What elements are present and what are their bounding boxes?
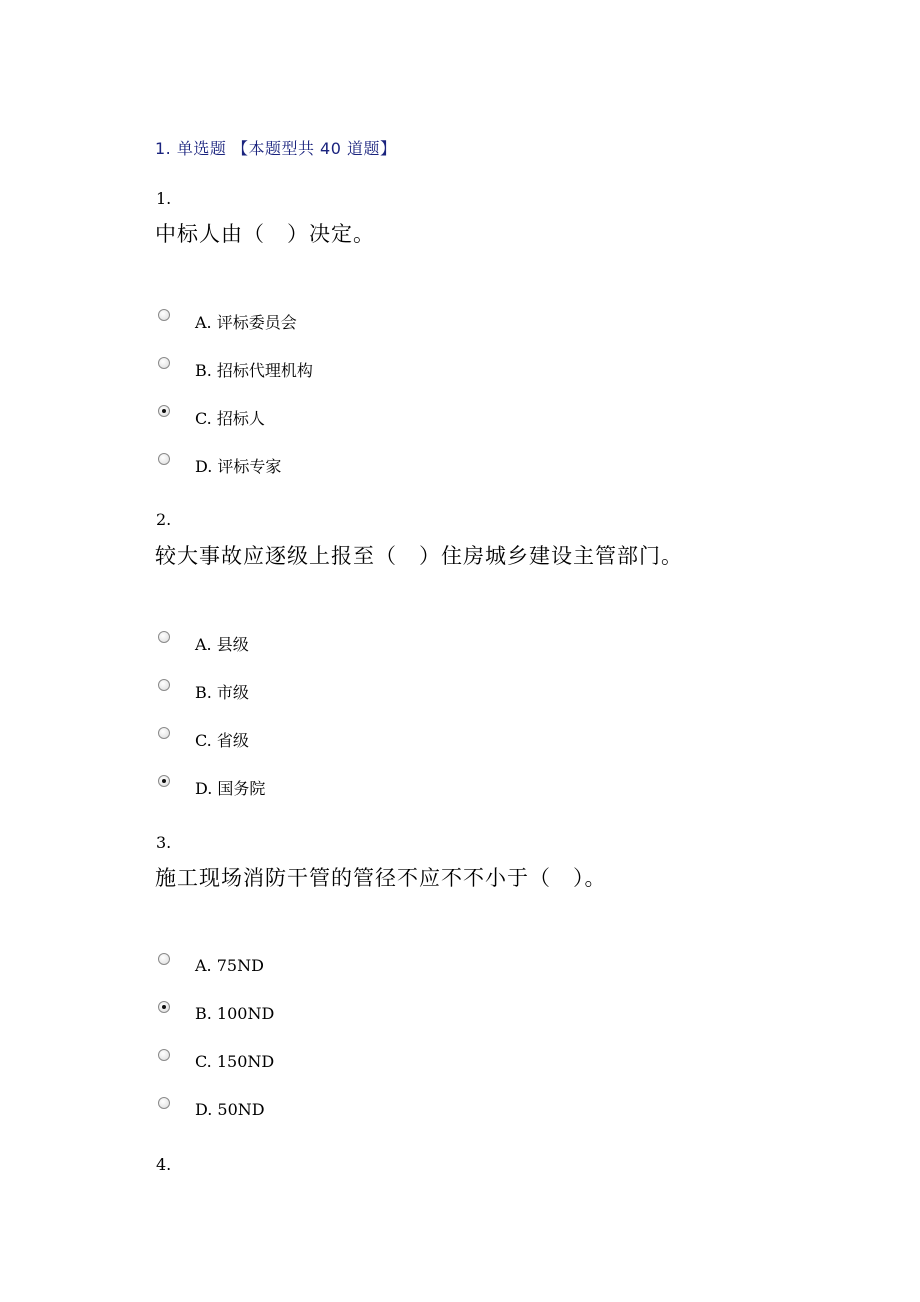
option-label: D. 50ND <box>195 1099 265 1119</box>
section-header: 1. 单选题 【本题型共 40 道题】 <box>155 139 397 158</box>
radio-button[interactable] <box>158 953 170 965</box>
radio-button[interactable] <box>158 1097 170 1109</box>
answer-option[interactable] <box>158 631 249 655</box>
option-label: A. 县级 <box>195 634 249 654</box>
question-number: 1. <box>156 189 172 208</box>
radio-button[interactable] <box>158 453 170 465</box>
answer-option[interactable] <box>158 357 313 381</box>
question-text: 较大事故应逐级上报至（ ）住房城乡建设主管部门。 <box>155 544 683 568</box>
answer-option[interactable] <box>158 727 249 751</box>
answer-option[interactable] <box>158 1097 265 1121</box>
option-label: C. 150ND <box>195 1051 275 1071</box>
question-number: 3. <box>156 833 172 852</box>
option-label: B. 招标代理机构 <box>195 360 313 380</box>
option-label: C. 省级 <box>195 730 249 750</box>
answer-option[interactable] <box>158 405 265 429</box>
radio-button[interactable] <box>158 309 170 321</box>
option-label: A. 75ND <box>195 955 264 975</box>
answer-option[interactable] <box>158 1049 274 1073</box>
option-label: B. 市级 <box>195 682 249 702</box>
radio-button[interactable] <box>158 727 170 739</box>
radio-button[interactable] <box>158 631 170 643</box>
answer-option[interactable] <box>158 679 249 703</box>
answer-option[interactable] <box>158 775 265 799</box>
question-text: 施工现场消防干管的管径不应不不小于（ ）。 <box>155 866 607 890</box>
radio-button-selected[interactable] <box>158 775 170 787</box>
option-label: D. 国务院 <box>195 778 266 798</box>
question-text: 中标人由（ ）决定。 <box>155 222 375 246</box>
radio-button-selected[interactable] <box>158 1001 170 1013</box>
answer-option[interactable] <box>158 453 281 477</box>
option-label: C. 招标人 <box>195 408 265 428</box>
radio-button[interactable] <box>158 679 170 691</box>
radio-button[interactable] <box>158 1049 170 1061</box>
answer-option[interactable] <box>158 953 264 977</box>
question-number: 2. <box>156 510 172 529</box>
answer-option[interactable] <box>158 1001 274 1025</box>
radio-button[interactable] <box>158 357 170 369</box>
option-label: A. 评标委员会 <box>195 312 297 332</box>
radio-button-selected[interactable] <box>158 405 170 417</box>
option-label: B. 100ND <box>195 1003 275 1023</box>
question-number: 4. <box>156 1155 172 1174</box>
answer-option[interactable] <box>158 309 297 333</box>
option-label: D. 评标专家 <box>195 456 282 476</box>
